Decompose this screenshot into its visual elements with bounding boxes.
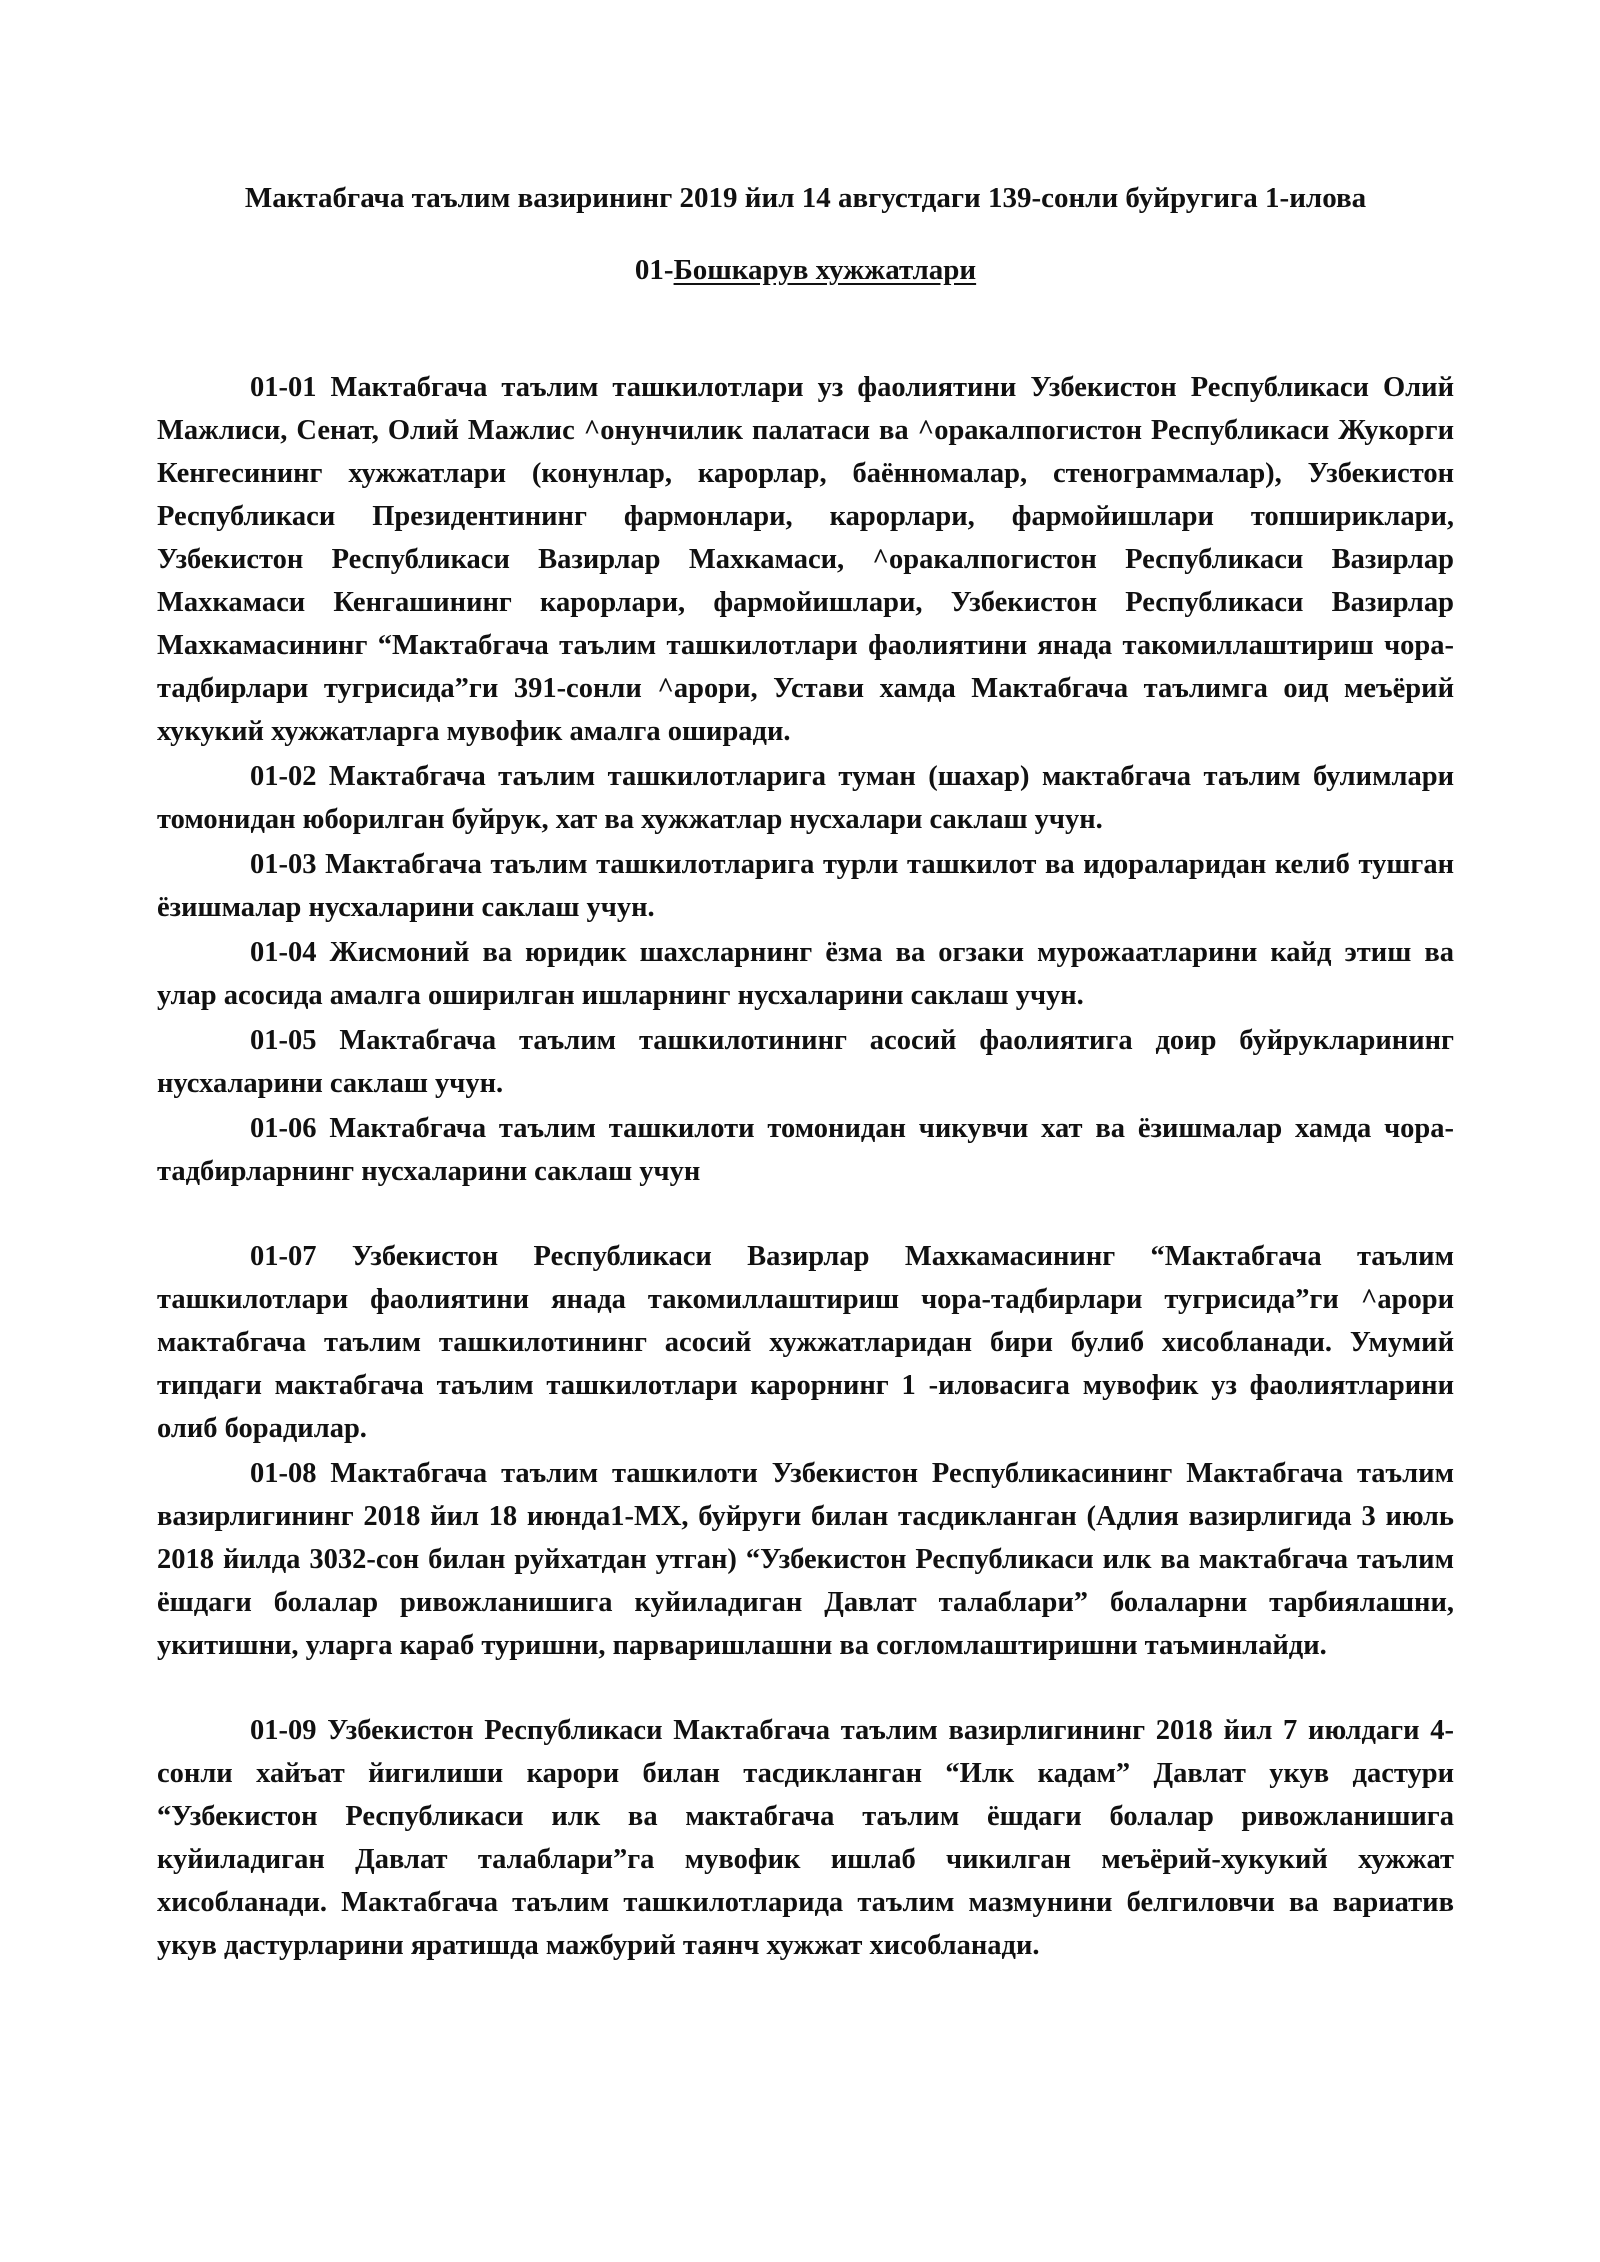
document-body bbox=[157, 366, 1454, 1967]
paragraph-01-04: 01-04 Жисмоний ва юридик шахсларнинг ёзма ва огзаки мурожаатларини кайд этиш ва улар асосида амалга оширилган ишларнинг нусхаларини саклаш учун. bbox=[157, 937, 1454, 1011]
paragraph-01-03: 01-03 Мактабгача таълим ташкилотларига турли ташкилот ва идораларидан келиб тушган ёзишмалар нусхаларини саклаш учун. bbox=[157, 849, 1454, 923]
paragraph-01-01: 01-01 Мактабгача таълим ташкилотлари уз фаолиятини Узбекистон Республикаси Олий Мажлиси, Сенат, Олий Мажлис ^онунчилик палатаси ва ^оракалпогистон Республикаси Жукорги Кенгесининг хужжатлари (конунлар, карорлар, баённомалар, стенограммалар), Узбекистон Республикаси Президентининг фармонлари, карорлари, фармойишлари топшириклари, Узбекистон Республикаси Вазирлар Махкамаси, ^оракалпогистон Республикаси Вазирлар Махкамаси Кенгашининг карорлари, фармойишлари, Узбекистон Республикаси Вазирлар Махкамасининг “Мактабгача таълим ташкилотлари фаолиятини янада такомиллаштириш чора-тадбирлари тугрисида”ги 391-сонли ^арори, Устави хамда Мактабгача таълимга оид меъёрий хукукий хужжатларга мувофик амалга оширади. bbox=[157, 372, 1454, 747]
paragraph-01-08: 01-08 Мактабгача таълим ташкилоти Узбекистон Республикасининг Мактабгача таълим вазирлигининг 2018 йил 18 июнда1-МХ, буйруги билан тасдикланган (Адлия вазирлигида 3 июль 2018 йилда 3032-сон билан руйхатдан утган) “Узбекистон Республикаси илк ва мактабгача таълим ёшдаги болалар ривожланишига куйиладиган Давлат талаблари” болаларни тарбиялашни, укитишни, уларга караб туришни, парваришлашни ва согломлаштиришни таъминлайди. bbox=[157, 1458, 1454, 1661]
paragraph-01-09: 01-09 Узбекистон Республикаси Мактабгача таълим вазирлигининг 2018 йил 7 июлдаги 4-сонли хайъат йигилиши карори билан тасдикланган “Илк кадам” Давлат укув дастури “Узбекистон Республикаси илк ва мактабгача таълим ёшдаги болалар ривожланишига куйиладиган Давлат талаблари”га мувофик ишлаб чикилган меъёрий-хукукий хужжат хисобланади. Мактабгача таълим ташкилотларида таълим мазмунини белгиловчи ва вариатив укув дастурларини яратишда мажбурий таянч хужжат хисобланади. bbox=[157, 1715, 1454, 1961]
paragraph-01-02: 01-02 Мактабгача таълим ташкилотларига туман (шахар) мактабгача таълим булимлари томонидан юборилган буйрук, хат ва хужжатлар нусхалари саклаш учун. bbox=[157, 761, 1454, 835]
paragraph-01-06: 01-06 Мактабгача таълим ташкилоти томонидан чикувчи хат ва ёзишмалар хамда чора-тадбирларнинг нусхаларини саклаш учун bbox=[157, 1113, 1454, 1187]
section-title-text: Бошкарув хужжатлари bbox=[673, 254, 977, 286]
section-title bbox=[157, 250, 1454, 290]
section-prefix: 01- bbox=[634, 254, 674, 286]
document-header: Мактабгача таълим вазирининг 2019 йил 14 августдаги 139-сонли буйругига 1-илова bbox=[244, 182, 1367, 214]
paragraph-01-07: 01-07 Узбекистон Республикаси Вазирлар Махкамасининг “Мактабгача таълим ташкилотлари фаолиятини янада такомиллаштириш чора-тадбирлари тугрисида”ги ^арори мактабгача таълим ташкилотининг асосий хужжатларидан бири булиб хисобланади. Умумий типдаги мактабгача таълим ташкилотлари карорнинг 1 -иловасига мувофик уз фаолиятларини олиб борадилар. bbox=[157, 1241, 1454, 1444]
paragraph-01-05: 01-05 Мактабгача таълим ташкилотининг асосий фаолиятига доир буйрукларининг нусхаларини саклаш учун. bbox=[157, 1025, 1454, 1099]
